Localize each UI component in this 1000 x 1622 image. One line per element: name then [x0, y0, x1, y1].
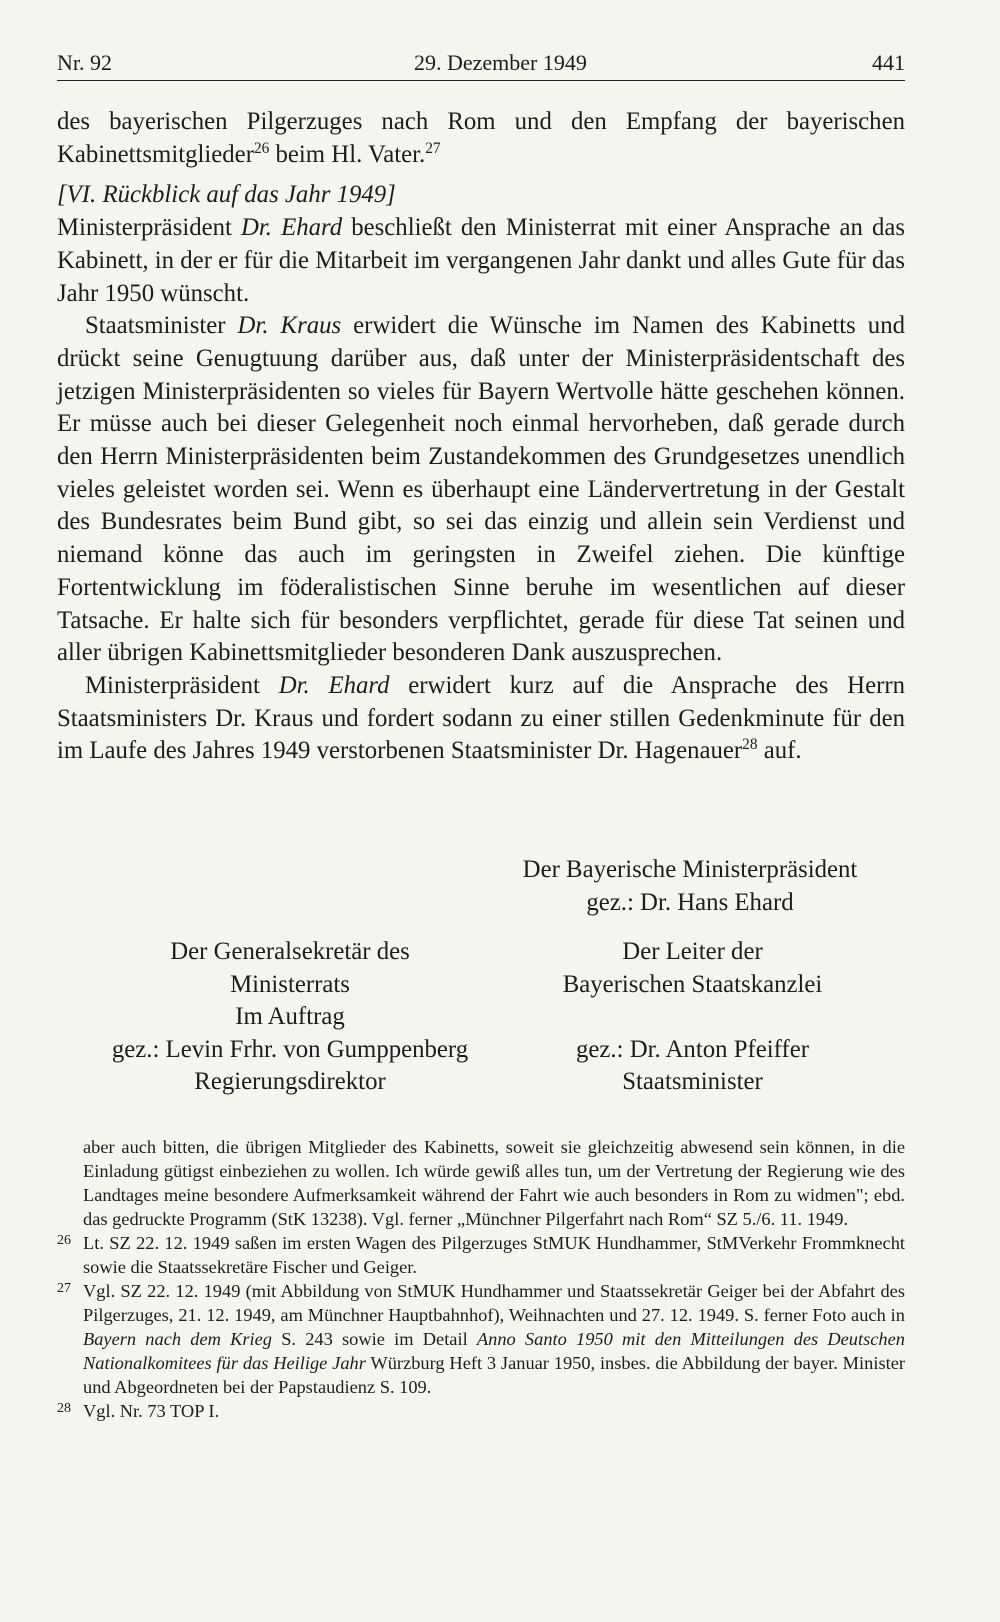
header-date: 29. Dezember 1949: [414, 50, 587, 75]
paragraph-2: Ministerpräsident Dr. Ehard beschließt den Ministerrat mit einer Ansprache an das Kabinett, in der er für die Mitarbeit im vergangenen Jahr dankt und alles Gute für das Jahr 1950 wünscht.: [57, 214, 905, 307]
paragraph-3: Staatsminister Dr. Kraus erwidert die Wünsche im Namen des Kabinetts und drückt seine Genugtuung darüber aus, daß unter der Ministerpräsidentschaft des jetzigen Ministerpräsidenten so vieles für Bayern Wertvolle hätte geschehen können. Er müsse auch bei dieser Gelegenheit noch einmal hervorheben, daß gerade durch den Herrn Ministerpräsidenten beim Zustandekommen des Grundgesetzes unendlich vieles geleistet worden sei. Wenn es überhaupt eine Ländervertretung in der Gestalt des Bundesrates beim Bund gibt, so sei das einzig und allein sein Verdienst und niemand könne das auch im geringsten in Zweifel ziehen. Die künftige Fortentwicklung im föderalistischen Sinne beruhe im wesentlichen auf dieser Tatsache. Er halte sich für besonders verpflichtet, gerade für diese Tat seinen und aller übrigen Kabinettsmitglieder besonderen Dank auszusprechen.: [57, 312, 906, 667]
page-number: 441: [872, 50, 905, 75]
footnote-26: 26 Lt. SZ 22. 12. 1949 saßen im ersten Wagen des Pilgerzuges StMUK Hundhammer, StMVerkehr Frommknecht sowie die Staatssekretäre Fischer und Geiger.: [57, 1233, 905, 1277]
person-name: Dr. Kraus: [237, 312, 342, 340]
footnote-ref-28[interactable]: 28: [742, 736, 758, 754]
footnote-27: 27 Vgl. SZ 22. 12. 1949 (mit Abbildung von StMUK Hundhammer und Staatssekretär Geiger bei der Abfahrt des Pilgerzuges, 21. 12. 1949, am Münchner Hauptbahnhof), Weihnachten und 27. 12. 1949. S. ferner Foto auch in Bayern nach dem Krieg S. 243 sowie im Detail Anno Santo 1950 mit den Mitteilungen des Deutschen Nationalkomitees für das Heilige Jahr Würzburg Heft 3 Januar 1950, insbes. die Abbildung der bayer. Minister und Abgeordneten bei der Papstaudienz S. 109.: [57, 1281, 905, 1397]
footnote-ref-26[interactable]: 26: [253, 139, 270, 157]
footnotes: [57, 1135, 905, 1423]
footnote-ref-27[interactable]: 27: [425, 139, 441, 157]
document-number: Nr. 92: [57, 50, 112, 75]
signature-ministerpraesident: Der Bayerische Ministerpräsident gez.: Dr. Hans Ehard: [522, 856, 858, 916]
signature-generalsekretaer: Der Generalsekretär des Ministerrats Im Auftrag gez.: Levin Frhr. von Gumppenberg Regierungsdirektor: [111, 938, 469, 1095]
signature-staatskanzlei: Der Leiter der Bayerischen Staatskanzlei gez.: Dr. Anton Pfeiffer Staatsminister: [562, 938, 823, 1095]
person-name: Dr. Ehard: [241, 214, 343, 242]
page-header: [57, 46, 905, 81]
main-text: [57, 106, 905, 768]
section-heading: [VI. Rückblick auf das Jahr 1949]: [57, 181, 396, 209]
footnote-continuation: aber auch bitten, die übrigen Mitglieder des Kabinetts, soweit sie gleichzeitig abwesend sein können, in die Einladung gütigst einbeziehen zu wollen. Ich würde gewiß alles tun, um der Vertretung der Regierung wie des Landtages meine besondere Aufmerksamkeit während der Fahrt wie auch besonders in Rom zu widmen"; ebd. das gedruckte Programm (StK 13238). Vgl. ferner „Münchner Pilgerfahrt nach Rom“ SZ 5./6. 11. 1949.: [83, 1137, 905, 1229]
paragraph-4: Ministerpräsident Dr. Ehard erwidert kurz auf die Ansprache des Herrn Staatsministers Dr. Kraus und fordert sodann zu einer stillen Gedenkminute für den im Laufe des Jahres 1949 verstorbenen Staatsminister Dr. Hagenauer$^{28}$ auf.: [57, 671, 905, 765]
footnote-28: 28 Vgl. Nr. 73 TOP I.: [57, 1401, 220, 1421]
paragraph-1: des bayerischen Pilgerzuges nach Rom und den Empfang der bayerischen Kabinettsmitglieder$^{26}$ beim Hl. Vater.$^{27}$: [57, 108, 905, 168]
person-name: Dr. Ehard: [278, 671, 390, 699]
